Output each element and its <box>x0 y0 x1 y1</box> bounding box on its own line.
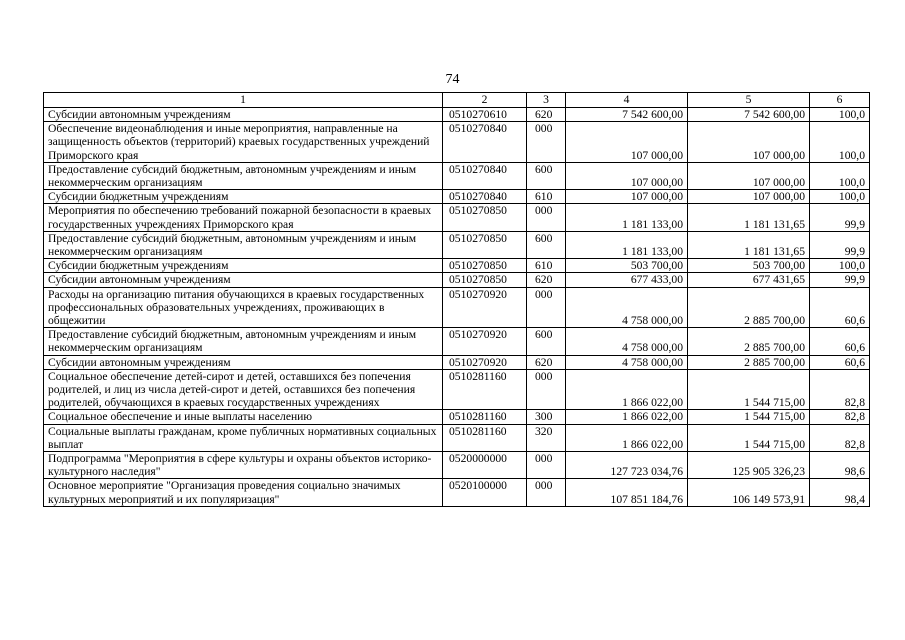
row-percent-cell: 99,9 <box>810 273 870 287</box>
row-code-cell: 0510281160 <box>443 369 527 410</box>
row-name-cell: Социальное обеспечение и иные выплаты населению <box>44 410 443 424</box>
row-code-cell: 0510270840 <box>443 162 527 189</box>
column-header: 6 <box>810 93 870 108</box>
row-fact-amount-cell: 1 181 131,65 <box>688 231 810 258</box>
row-name-cell: Предоставление субсидий бюджетным, автономным учреждениям и иным некоммерческим организациям <box>44 162 443 189</box>
row-fact-amount-cell: 107 000,00 <box>688 162 810 189</box>
row-fact-amount-cell: 106 149 573,91 <box>688 479 810 506</box>
table-row <box>44 424 870 451</box>
row-code-cell: 0510270850 <box>443 204 527 231</box>
row-name-cell: Обеспечение видеонаблюдения и иные мероприятия, направленные на защищенность объектов (территорий) краевых государственных учреждений Приморского края <box>44 122 443 163</box>
row-name-cell: Субсидии бюджетным учреждениям <box>44 190 443 204</box>
row-type-cell: 610 <box>527 190 566 204</box>
row-type-cell: 000 <box>527 452 566 479</box>
row-fact-amount-cell: 1 544 715,00 <box>688 424 810 451</box>
row-code-cell: 0510270920 <box>443 328 527 355</box>
row-percent-cell: 60,6 <box>810 355 870 369</box>
row-fact-amount-cell: 1 544 715,00 <box>688 369 810 410</box>
table-header-row <box>44 93 870 108</box>
row-plan-amount-cell: 7 542 600,00 <box>566 108 688 122</box>
row-plan-amount-cell: 127 723 034,76 <box>566 452 688 479</box>
row-type-cell: 620 <box>527 355 566 369</box>
table-row <box>44 162 870 189</box>
row-fact-amount-cell: 7 542 600,00 <box>688 108 810 122</box>
row-percent-cell: 98,4 <box>810 479 870 506</box>
row-name-cell: Субсидии бюджетным учреждениям <box>44 259 443 273</box>
table-row <box>44 287 870 328</box>
budget-table <box>43 92 870 507</box>
row-fact-amount-cell: 1 544 715,00 <box>688 410 810 424</box>
table-row <box>44 328 870 355</box>
row-code-cell: 0510270850 <box>443 231 527 258</box>
row-type-cell: 000 <box>527 287 566 328</box>
row-percent-cell: 99,9 <box>810 204 870 231</box>
table-row <box>44 259 870 273</box>
row-plan-amount-cell: 4 758 000,00 <box>566 287 688 328</box>
row-name-cell: Предоставление субсидий бюджетным, автономным учреждениям и иным некоммерческим организациям <box>44 231 443 258</box>
row-code-cell: 0510270920 <box>443 287 527 328</box>
row-type-cell: 600 <box>527 231 566 258</box>
row-fact-amount-cell: 2 885 700,00 <box>688 328 810 355</box>
row-name-cell: Социальное обеспечение детей-сирот и детей, оставшихся без попечения родителей, и лиц из числа детей-сирот и детей, оставшихся без попечения родителей, обучающихся в краевых государственных учреждениях <box>44 369 443 410</box>
row-name-cell: Основное мероприятие "Организация проведения социально значимых культурных мероприятий и их популяризация" <box>44 479 443 506</box>
row-code-cell: 0510270840 <box>443 190 527 204</box>
row-percent-cell: 98,6 <box>810 452 870 479</box>
row-code-cell: 0510270840 <box>443 122 527 163</box>
table-row <box>44 204 870 231</box>
row-type-cell: 000 <box>527 479 566 506</box>
row-name-cell: Расходы на организацию питания обучающихся в краевых государственных профессиональных образовательных учреждениях, проживающих в общежитии <box>44 287 443 328</box>
row-code-cell: 0510270610 <box>443 108 527 122</box>
row-name-cell: Мероприятия по обеспечению требований пожарной безопасности в краевых государственных учреждениях Приморского края <box>44 204 443 231</box>
table-row <box>44 190 870 204</box>
row-plan-amount-cell: 107 000,00 <box>566 190 688 204</box>
page-number: 74 <box>445 72 460 87</box>
row-percent-cell: 100,0 <box>810 108 870 122</box>
row-fact-amount-cell: 107 000,00 <box>688 190 810 204</box>
row-code-cell: 0520100000 <box>443 479 527 506</box>
column-header: 5 <box>688 93 810 108</box>
row-code-cell: 0510281160 <box>443 410 527 424</box>
row-fact-amount-cell: 677 431,65 <box>688 273 810 287</box>
row-plan-amount-cell: 1 866 022,00 <box>566 410 688 424</box>
row-code-cell: 0510270920 <box>443 355 527 369</box>
row-name-cell: Субсидии автономным учреждениям <box>44 273 443 287</box>
row-type-cell: 620 <box>527 273 566 287</box>
row-fact-amount-cell: 2 885 700,00 <box>688 287 810 328</box>
row-fact-amount-cell: 125 905 326,23 <box>688 452 810 479</box>
column-header: 1 <box>44 93 443 108</box>
row-percent-cell: 60,6 <box>810 328 870 355</box>
row-code-cell: 0510281160 <box>443 424 527 451</box>
column-header: 4 <box>566 93 688 108</box>
row-plan-amount-cell: 1 866 022,00 <box>566 424 688 451</box>
row-type-cell: 000 <box>527 204 566 231</box>
column-header: 2 <box>443 93 527 108</box>
row-type-cell: 300 <box>527 410 566 424</box>
row-percent-cell: 82,8 <box>810 424 870 451</box>
row-percent-cell: 100,0 <box>810 122 870 163</box>
row-fact-amount-cell: 2 885 700,00 <box>688 355 810 369</box>
row-fact-amount-cell: 503 700,00 <box>688 259 810 273</box>
row-type-cell: 600 <box>527 162 566 189</box>
row-code-cell: 0510270850 <box>443 273 527 287</box>
table-row <box>44 369 870 410</box>
row-type-cell: 320 <box>527 424 566 451</box>
table-row <box>44 273 870 287</box>
row-fact-amount-cell: 1 181 131,65 <box>688 204 810 231</box>
row-code-cell: 0510270850 <box>443 259 527 273</box>
row-plan-amount-cell: 4 758 000,00 <box>566 355 688 369</box>
row-name-cell: Социальные выплаты гражданам, кроме публичных нормативных социальных выплат <box>44 424 443 451</box>
row-name-cell: Предоставление субсидий бюджетным, автономным учреждениям и иным некоммерческим организациям <box>44 328 443 355</box>
column-header: 3 <box>527 93 566 108</box>
table-row <box>44 231 870 258</box>
row-plan-amount-cell: 677 433,00 <box>566 273 688 287</box>
row-percent-cell: 100,0 <box>810 259 870 273</box>
row-name-cell: Подпрограмма "Мероприятия в сфере культуры и охраны объектов историко-культурного наследия" <box>44 452 443 479</box>
row-name-cell: Субсидии автономным учреждениям <box>44 108 443 122</box>
row-type-cell: 620 <box>527 108 566 122</box>
row-plan-amount-cell: 1 181 133,00 <box>566 231 688 258</box>
row-percent-cell: 82,8 <box>810 369 870 410</box>
table-row <box>44 479 870 506</box>
table-row <box>44 452 870 479</box>
table-row <box>44 108 870 122</box>
row-percent-cell: 82,8 <box>810 410 870 424</box>
row-plan-amount-cell: 107 000,00 <box>566 122 688 163</box>
row-plan-amount-cell: 107 000,00 <box>566 162 688 189</box>
row-fact-amount-cell: 107 000,00 <box>688 122 810 163</box>
row-plan-amount-cell: 1 866 022,00 <box>566 369 688 410</box>
row-plan-amount-cell: 1 181 133,00 <box>566 204 688 231</box>
row-percent-cell: 100,0 <box>810 162 870 189</box>
table-row <box>44 122 870 163</box>
row-type-cell: 000 <box>527 122 566 163</box>
row-percent-cell: 60,6 <box>810 287 870 328</box>
row-code-cell: 0520000000 <box>443 452 527 479</box>
table-row <box>44 410 870 424</box>
row-type-cell: 610 <box>527 259 566 273</box>
row-plan-amount-cell: 107 851 184,76 <box>566 479 688 506</box>
row-type-cell: 000 <box>527 369 566 410</box>
row-name-cell: Субсидии автономным учреждениям <box>44 355 443 369</box>
row-plan-amount-cell: 4 758 000,00 <box>566 328 688 355</box>
row-plan-amount-cell: 503 700,00 <box>566 259 688 273</box>
row-percent-cell: 100,0 <box>810 190 870 204</box>
row-percent-cell: 99,9 <box>810 231 870 258</box>
row-type-cell: 600 <box>527 328 566 355</box>
table-row <box>44 355 870 369</box>
